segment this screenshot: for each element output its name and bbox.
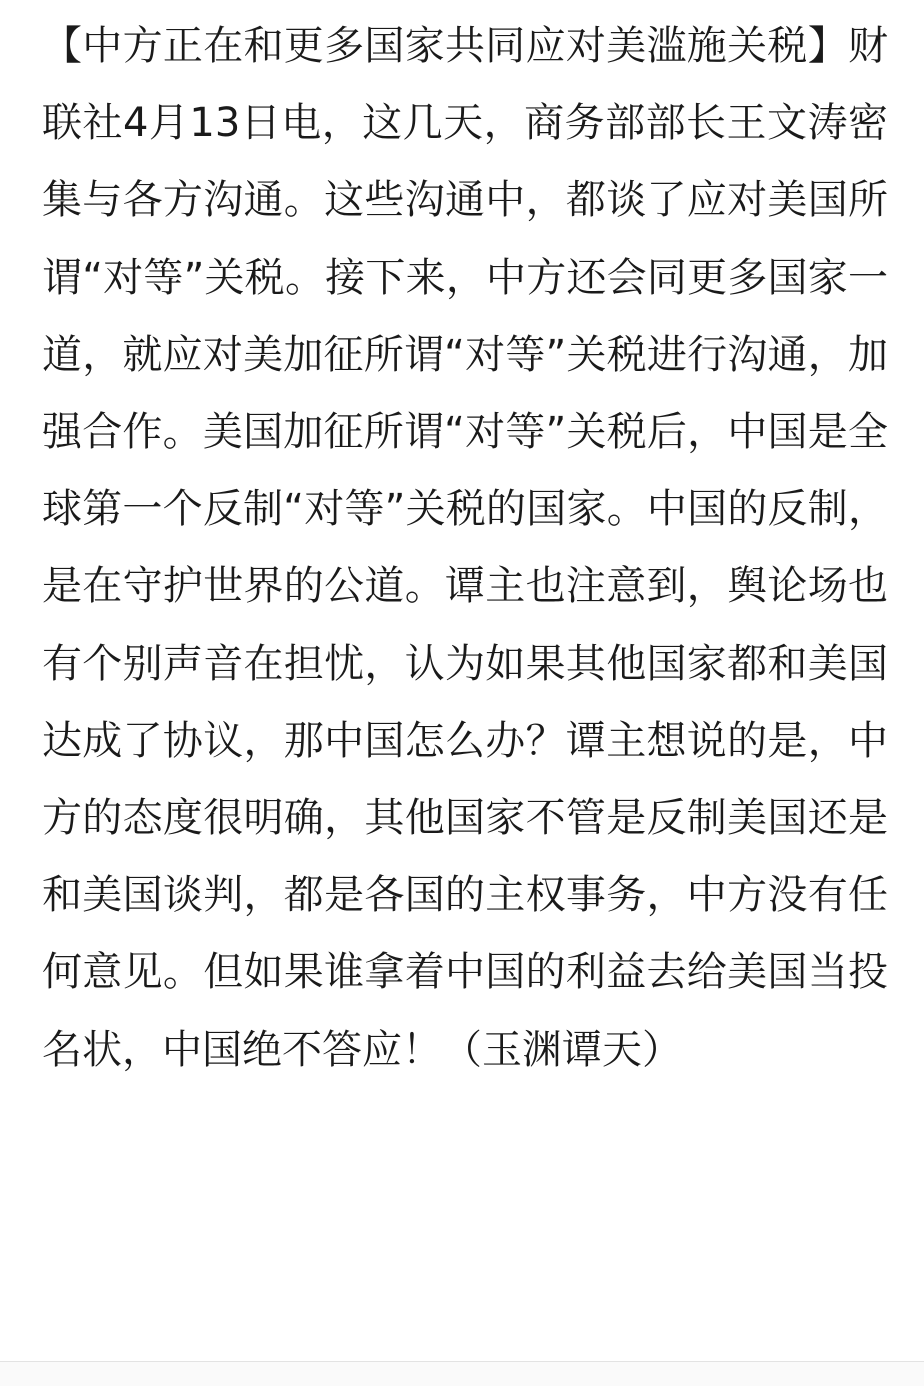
bottom-bar: [0, 1362, 924, 1386]
article-body: 【中方正在和更多国家共同应对美滥施关税】财联社4月13日电，这几天，商务部部长王文涛密集与各方沟通。这些沟通中，都谈了应对美国所谓“对等”关税。接下来，中方还会同更多国家一道，就应对美加征所谓“对等”关税进行沟通，加强合作。美国加征所谓“对等”关税后，中国是全球第一个反制“对等”关税的国家。中国的反制，是在守护世界的公道。谭主也注意到，舆论场也有个别声音在担忧，认为如果其他国家都和美国达成了协议，那中国怎么办？谭主想说的是，中方的态度很明确，其他国家不管是反制美国还是和美国谈判，都是各国的主权事务，中方没有任何意见。但如果谁拿着中国的利益去给美国当投名状，中国绝不答应！（玉渊谭天）: [42, 23, 888, 1073]
